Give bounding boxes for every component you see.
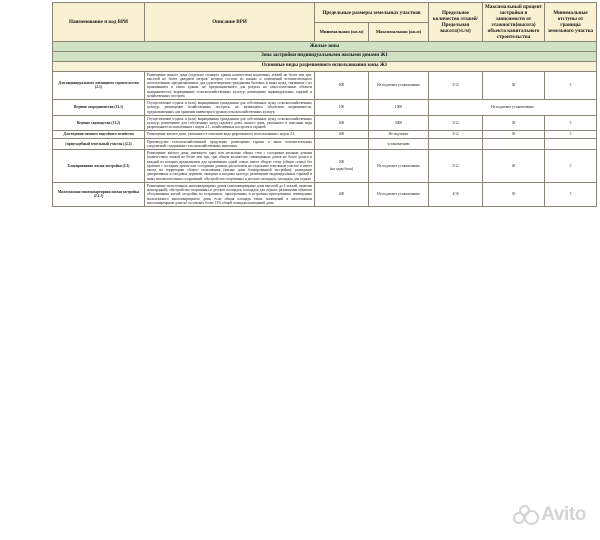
row-floors: 3/12: [429, 131, 483, 138]
row-percent: [483, 138, 545, 149]
section-row-zones: [53, 42, 597, 52]
section-row-main-uses: [53, 61, 597, 71]
row-max-area: Не подлежит: [369, 131, 429, 138]
table-row: [53, 115, 597, 131]
row-description: Размещение жилого дома (отдельно стоящего здания количеством надземных этажей не более чем три, высотой не более двадцати метров, которое состоит из комнат и помещений вспомогательного использования, предназначенных для удовлетворения гражданами бытовых и иных нужд, связанных с их проживанием в таком здании, не предназначенного для раздела на самостоятельные объекты недвижимости); выращивание сельскохозяйственных культур; размещение индивидуальных гаражей и хозяйственных построек: [145, 71, 315, 99]
row-name: (приусадебный земельный участок) (2.2): [53, 138, 145, 149]
section-label-zones: Жилые зоны: [53, 42, 597, 52]
row-floors: 3/12: [429, 150, 483, 183]
row-name: Ведение огородничества (13.1): [53, 100, 145, 116]
row-setback: 3: [545, 131, 597, 138]
row-min-area: 600: [315, 71, 369, 99]
section-row-zone-zh1: [53, 51, 597, 61]
row-percent: 40: [483, 150, 545, 183]
row-setback: 3: [545, 71, 597, 99]
row-min-area: 100: [315, 100, 369, 116]
row-max-area: установлению: [369, 138, 429, 149]
vri-regulations-table: [52, 2, 597, 207]
row-description: Осуществление отдыха и (или) выращивания гражданами для собственных нужд сельскохозяйственных культур; размещение для собственных нужд садового дома, жилого дома, указанного в описании вида разрешенного использования с кодом 2.1, хозяйственных построек и гаражей: [145, 115, 315, 131]
header-min-area: Минимальная (кв.м): [315, 23, 369, 42]
row-floors: 3/12: [429, 115, 483, 131]
header-percent: Максимальный процент застройки в зависимости от этажности(высота) объекта капитального строительства: [483, 3, 545, 42]
row-setback: 3: [545, 150, 597, 183]
table-row: [53, 138, 597, 149]
row-name: Ведение садоводства (13.2): [53, 115, 145, 131]
row-setback: [545, 138, 597, 149]
row-max-area: 1000: [369, 100, 429, 116]
row-percent: 30: [483, 115, 545, 131]
table-row: [53, 100, 597, 116]
row-min-area: 600: [315, 115, 369, 131]
row-description: Размещение жилого дома, указанного в описании вида разрешенного использования с кодом 2.1;: [145, 131, 315, 138]
header-max-area: Максимальная (кв.м): [369, 23, 429, 42]
row-description: Размещение жилого дома, имеющего одну или несколько общих стен с соседними жилыми домами (количеством этажей не более чем три, при общем количестве совмещенных домов не более десяти и каждый из которых предназначен для проживания одной семьи, имеет общую стену (общие стены) без проемов с соседним домом или соседними домами, расположен на отдельном земельном участке и имеет выход на территорию общего пользования (жилые дома блокированной застройки); разведение декоративных и плодовых деревьев, овощных и ягодных культур; размещение индивидуальных гаражей и иных вспомогательных сооружений; обустройство спортивных и детских площадок, площадок для отдыха: [145, 150, 315, 183]
row-merged-not-established: Не подлежит установлению: [429, 100, 597, 116]
row-min-area-note: (на один блок): [329, 167, 354, 172]
row-description: Производство сельскохозяйственной продукции; размещение гаража и иных вспомогательных сооружений; содержание сельскохозяйственных животных: [145, 138, 315, 149]
row-min-area: 400: [315, 131, 369, 138]
row-percent: 30: [483, 182, 545, 206]
row-description: Размещение малоэтажных многоквартирных домов (многоквартирные дома высотой до 4 этажей, включая мансардный); обустройство спортивных и детских площадок, площадок для отдыха; размещение объектов обслуживания жилой застройки во встроенных, пристроенных и встроенно-пристроенных помещениях малоэтажного многоквартирного дома, если общая площадь таких помещений в малоэтажном многоквартирном доме не составляет более 15% общей площади помещений дома: [145, 182, 315, 206]
row-max-area: Не подлежит установлению: [369, 71, 429, 99]
row-floors: 4/16: [429, 182, 483, 206]
row-floors: 3/12: [429, 71, 483, 99]
row-name: Для ведения личного подсобного хозяйства: [53, 131, 145, 138]
table-header: [53, 3, 597, 42]
avito-watermark-text: Avito: [541, 504, 586, 525]
header-floors: Предельное количество этажей/ Предельная высота(эт./м): [429, 3, 483, 42]
row-setback: 3: [545, 182, 597, 206]
row-max-area: 3000: [369, 115, 429, 131]
table-row: [53, 71, 597, 99]
row-name: Малоэтажная многоквартирная жилая застройка (2.1.1): [53, 182, 145, 206]
row-max-area: Не подлежит установлению: [369, 150, 429, 183]
row-max-area: Не подлежит установлению: [369, 182, 429, 206]
section-label-main-uses: Основные виды разрешенного использования зоны Ж1: [53, 61, 597, 71]
table-row: [53, 182, 597, 206]
row-percent: 30: [483, 71, 545, 99]
row-setback: 3: [545, 115, 597, 131]
header-setback: Минимальные отступы от границы земельного участка: [545, 3, 597, 42]
row-min-area: 400: [315, 182, 369, 206]
row-floors: [429, 138, 483, 149]
row-description: Осуществление отдыха и (или) выращивания гражданами для собственных нужд сельскохозяйственных культур; размещение хозяйственных построек, не являющихся объектами недвижимости, предназначенных для хранения инвентаря и урожая сельскохозяйственных культур: [145, 100, 315, 116]
row-name: Блокированная жилая застройка (2.3): [53, 150, 145, 183]
header-group-limits: Предельные размеры земельных участков: [315, 3, 429, 23]
row-min-area-value: 200: [338, 160, 345, 165]
header-name: Наименование и код ВРИ: [53, 3, 145, 42]
row-percent: 30: [483, 131, 545, 138]
table-row: [53, 131, 597, 138]
table-row: [53, 150, 597, 183]
header-description: Описание ВРИ: [145, 3, 315, 42]
table-body: [53, 42, 597, 207]
row-min-area: [315, 138, 369, 149]
row-name: Для индивидуального жилищного строительства (2.1): [53, 71, 145, 99]
row-min-area: [315, 150, 369, 183]
header-row-top: [53, 3, 597, 23]
section-label-zone-zh1: Зона застройки индивидуальными жилыми домами Ж1: [53, 51, 597, 61]
